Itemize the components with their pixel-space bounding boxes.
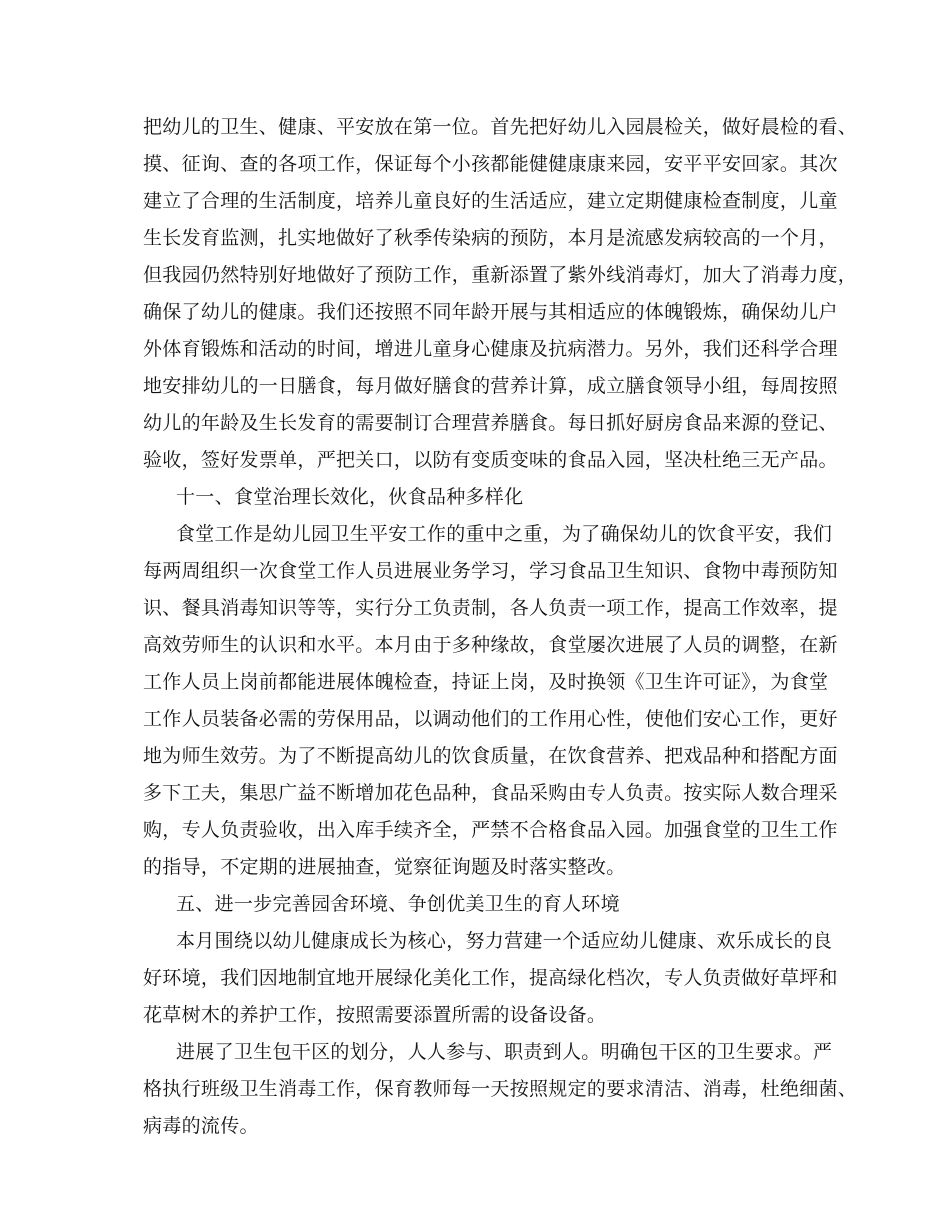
paragraph-line: 工作人员上岗前都能进展体魄检查，持证上岗，及时换领《卫生许可证》，为食堂 bbox=[143, 671, 829, 693]
paragraph-line: 生长发育监测，扎实地做好了秋季传染病的预防，本月是流感发病较高的一个月， bbox=[143, 227, 838, 249]
paragraph-line: 工作人员装备必需的劳保用品，以调动他们的工作用心性，使他们安心工作，更好 bbox=[143, 708, 838, 730]
paragraph-line: 格执行班级卫生消毒工作，保育教师每一天按照规定的要求清洁、消毒，杜绝细菌、 bbox=[143, 1078, 858, 1100]
paragraph-line: 幼儿的年龄及生长发育的需要制订合理营养膳食。每日抓好厨房食品来源的登记、 bbox=[143, 412, 838, 434]
paragraph-line: 但我园仍然特别好地做好了预防工作，重新添置了紫外线消毒灯，加大了消毒力度， bbox=[143, 264, 858, 286]
paragraph-line: 每两周组织一次食堂工作人员进展业务学习，学习食品卫生知识、食物中毒预防知 bbox=[143, 560, 838, 582]
paragraph-line: 摸、征询、查的各项工作，保证每个小孩都能健健康康来园，安平平安回家。其次 bbox=[143, 153, 838, 175]
paragraph-line: 进展了卫生包干区的划分，人人参与、职责到人。明确包干区的卫生要求。严 bbox=[176, 1041, 833, 1063]
paragraph-line: 食堂工作是幼儿园卫生平安工作的重中之重，为了确保幼儿的饮食平安，我们 bbox=[176, 523, 833, 545]
paragraph-line: 高效劳师生的认识和水平。本月由于多种缘故，食堂屡次进展了人员的调整，在新 bbox=[143, 634, 838, 656]
paragraph-line: 建立了合理的生活制度，培养儿童良好的生活适应，建立定期健康检查制度，儿童 bbox=[143, 190, 838, 212]
paragraph-line: 病毒的流传。 bbox=[143, 1115, 259, 1137]
paragraph-line: 好环境，我们因地制宜地开展绿化美化工作，提高绿化档次，专人负责做好草坪和 bbox=[143, 967, 838, 989]
paragraph-line: 把幼儿的卫生、健康、平安放在第一位。首先把好幼儿入园晨检关，做好晨检的看、 bbox=[143, 116, 858, 138]
paragraph-line: 识、餐具消毒知识等等，实行分工负责制，各人负责一项工作，提高工作效率，提 bbox=[143, 597, 838, 619]
section-heading: 五、进一步完善园舍环境、争创优美卫生的育人环境 bbox=[176, 893, 620, 915]
paragraph-line: 外体育锻炼和活动的时间，增进儿童身心健康及抗病潜力。另外，我们还科学合理 bbox=[143, 338, 838, 360]
paragraph-line: 花草树木的养护工作，按照需要添置所需的设备设备。 bbox=[143, 1004, 607, 1026]
paragraph-line: 验收，签好发票单，严把关口，以防有变质变味的食品入园，坚决杜绝三无产品。 bbox=[143, 449, 838, 471]
paragraph-line: 多下工夫，集思广益不断增加花色品种，食品采购由专人负责。按实际人数合理采 bbox=[143, 782, 838, 804]
paragraph-line: 的指导，不定期的进展抽查，觉察征询题及时落实整改。 bbox=[143, 856, 626, 878]
paragraph-line: 地安排幼儿的一日膳食，每月做好膳食的营养计算，成立膳食领导小组，每周按照 bbox=[143, 375, 838, 397]
paragraph-line: 本月围绕以幼儿健康成长为核心，努力营建一个适应幼儿健康、欢乐成长的良 bbox=[176, 930, 833, 952]
paragraph-line: 确保了幼儿的健康。我们还按照不同年龄开展与其相适应的体魄锻炼，确保幼儿户 bbox=[143, 301, 838, 323]
paragraph-line: 购，专人负责验收，出入库手续齐全，严禁不合格食品入园。加强食堂的卫生工作 bbox=[143, 819, 838, 841]
section-heading: 十一、食堂治理长效化，伙食品种多样化 bbox=[176, 486, 524, 508]
paragraph-line: 地为师生效劳。为了不断提高幼儿的饮食质量，在饮食营养、把戏品种和搭配方面 bbox=[143, 745, 838, 767]
